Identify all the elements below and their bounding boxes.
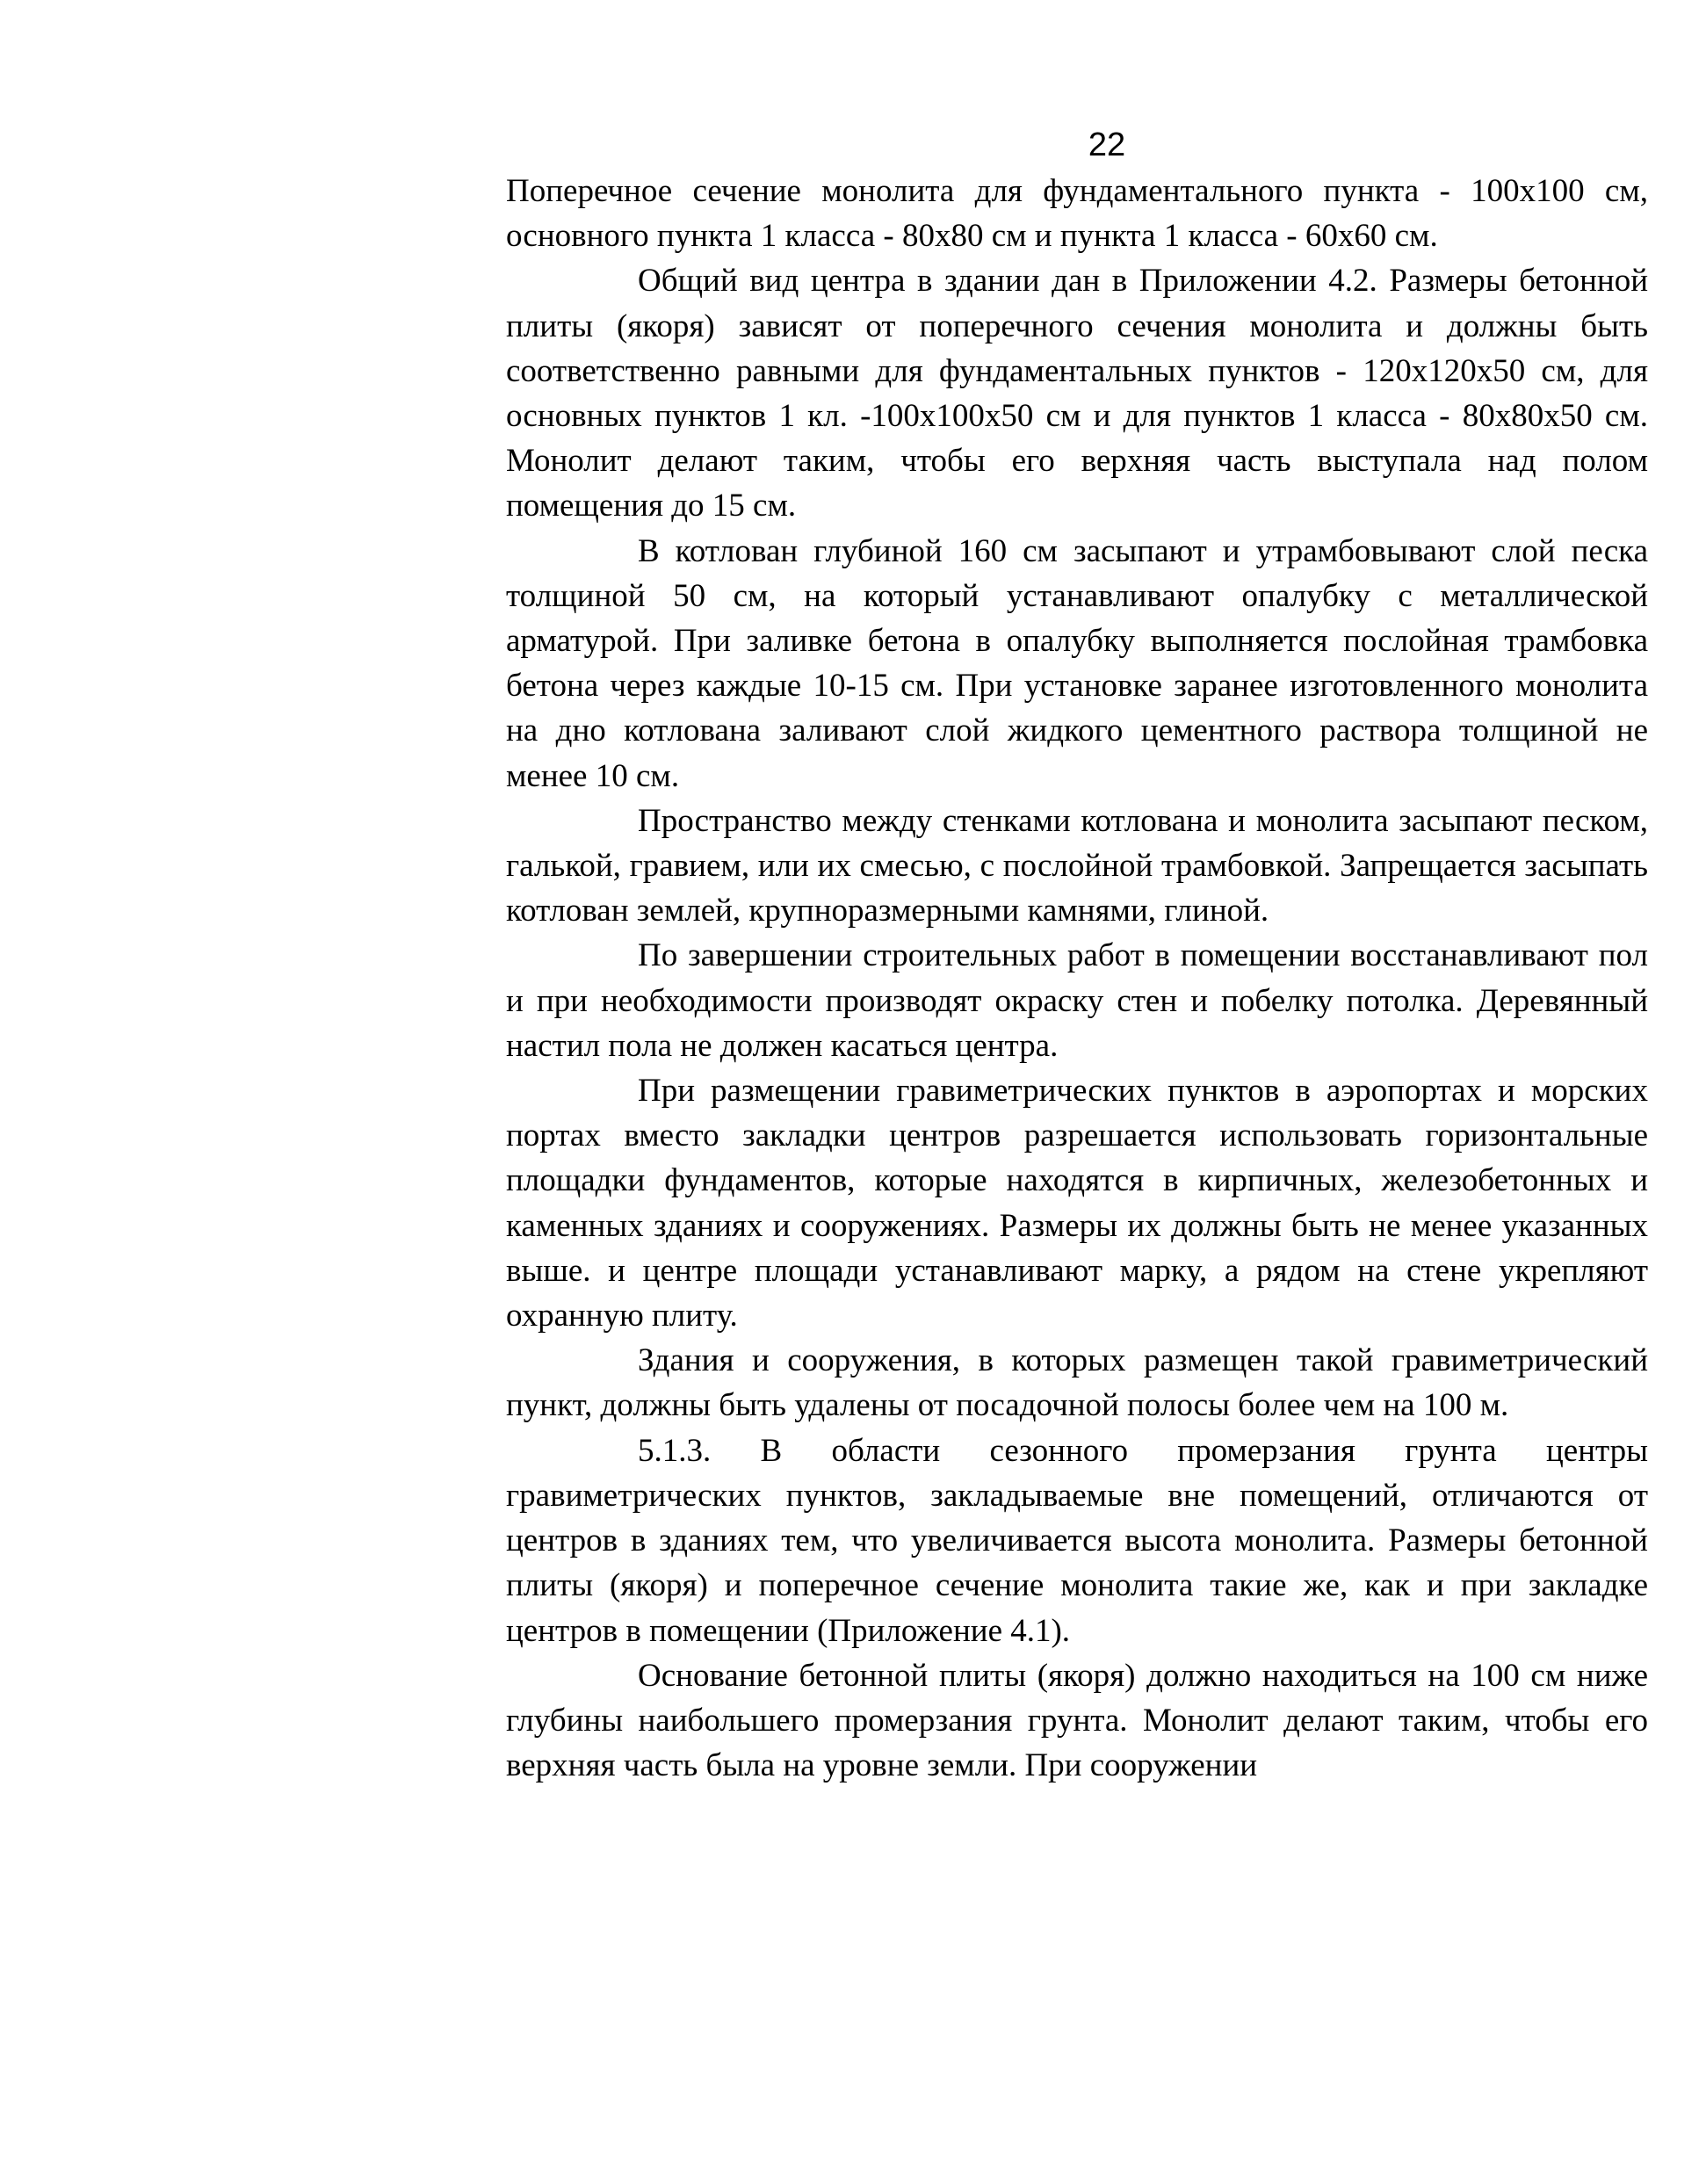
paragraph-pit-backfill: Пространство между стенками котлована и монолита засыпают песком, галькой, гравием, или их смесью, с послойной трамбовкой. Запрещается засыпать котлован землей, крупноразмерными камнями, глиной. xyxy=(506,802,1648,929)
paragraph-monolith-cross-section: Поперечное сечение монолита для фундаментального пункта - 100x100 см, основного пункта 1 класса - 80x80 см и пункта 1 класса - 60x60 см. xyxy=(506,173,1648,255)
paragraph-runway-distance: Здания и сооружения, в которых размещен такой гравиметрический пункт, должны быть удалены от посадочной полосы более чем на 100 м. xyxy=(506,1342,1648,1424)
page-number: 22 xyxy=(1088,127,1126,163)
paragraph-airport-placement: При размещении гравиметрических пунктов в аэропортах и морских портах вместо закладки центров разрешается использовать горизонтальные площадки фундаментов, которые находятся в кирпичных, железобетонных и каменных зданиях и сооружениях. Размеры их должны быть не менее указанных выше. и центре площади устанавливают марку, а рядом на стене укрепляют охранную плиту. xyxy=(506,1073,1648,1334)
body-text xyxy=(506,169,1648,1788)
paragraph-section-5-1-3: 5.1.3. В области сезонного промерзания грунта центры гравиметрических пунктов, закладываемые вне помещений, отличаются от центров в зданиях тем, что увеличивается высота монолита. Размеры бетонной плиты (якоря) и поперечное сечение монолита такие же, как и при закладке центров в помещении (Приложение 4.1). xyxy=(506,1432,1648,1649)
paragraph-anchor-depth: Основание бетонной плиты (якоря) должно находиться на 100 см ниже глубины наибольшего промерзания грунта. Монолит делают таким, чтобы его верхняя часть была на уровне земли. При сооружении xyxy=(506,1657,1648,1784)
paragraph-pit-sand-layer: В котлован глубиной 160 см засыпают и утрамбовывают слой песка толщиной 50 см, на который устанавливают опалубку с металлической арматурой. При заливке бетона в опалубку выполняется послойная трамбовка бетона через каждые 10-15 см. При установке заранее изготовленного монолита на дно котлована заливают слой жидкого цементного раствора толщиной не менее 10 см. xyxy=(506,532,1648,794)
paragraph-center-general-view: Общий вид центра в здании дан в Приложении 4.2. Размеры бетонной плиты (якоря) зависят от поперечного сечения монолита и должны быть соответственно равными для фундаментальных пунктов - 120x120x50 см, для основных пунктов 1 кл. -100x100x50 см и для пунктов 1 класса - 80x80x50 см. Монолит делают таким, чтобы его верхняя часть выступала над полом помещения до 15 см. xyxy=(506,263,1648,524)
paragraph-floor-restoration: По завершении строительных работ в помещении восстанавливают пол и при необходимости производят окраску стен и побелку потолка. Деревянный настил пола не должен касаться центра. xyxy=(506,937,1648,1064)
